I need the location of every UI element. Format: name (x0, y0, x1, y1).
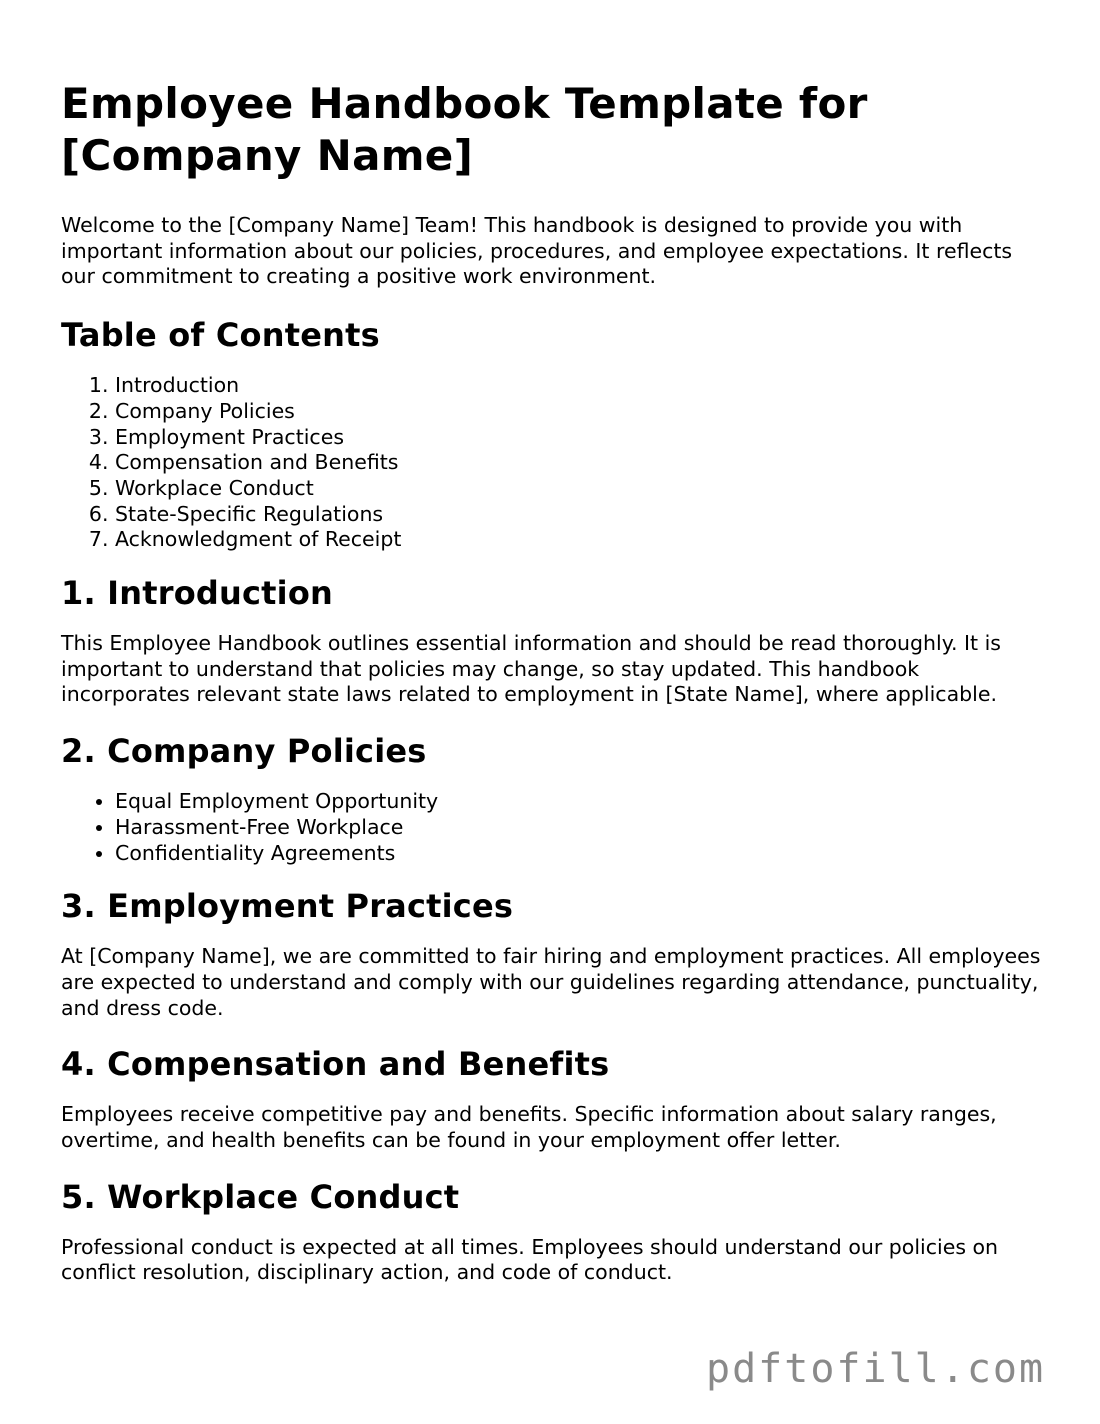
toc-item: 7. Acknowledgment of Receipt (115, 527, 1051, 553)
document-page (61, 78, 1051, 1309)
document-title: Employee Handbook Template for [Company Name] (61, 79, 868, 180)
compensation-heading: 4. Compensation and Benefits (61, 1045, 610, 1084)
toc-list (61, 373, 1051, 553)
workplace-conduct-heading: 5. Workplace Conduct (61, 1177, 460, 1216)
watermark-logo: pdftofill.com (706, 1346, 1046, 1392)
introduction-body: This Employee Handbook outlines essential information and should be read thoroughly. It is important to understand that policies may change, so stay updated. This handbook incorporates relevant state laws related to employment in [State Name], where applicable. (61, 631, 1001, 707)
toc-item: 1. Introduction (115, 373, 1051, 399)
toc-item: 4. Compensation and Benefits (115, 450, 1051, 476)
compensation-body: Employees receive competitive pay and benefits. Specific information about salary ranges, overtime, and health benefits can be found in your employment offer letter. (61, 1102, 997, 1153)
policy-item: • Harassment-Free Workplace (115, 815, 1051, 841)
policy-item: • Equal Employment Opportunity (115, 789, 1051, 815)
toc-item: 2. Company Policies (115, 399, 1051, 425)
introduction-heading: 1. Introduction (61, 574, 333, 613)
toc-item: 3. Employment Practices (115, 425, 1051, 451)
toc-heading: Table of Contents (61, 316, 380, 355)
toc-item: 6. State-Specific Regulations (115, 502, 1051, 528)
workplace-conduct-body: Professional conduct is expected at all times. Employees should understand our policies on conflict resolution, disciplinary action, and code of conduct. (61, 1234, 999, 1285)
employment-practices-heading: 3. Employment Practices (61, 887, 514, 926)
intro-paragraph: Welcome to the [Company Name] Team! This handbook is designed to provide you with important information about our policies, procedures, and employee expectations. It reflects our commitment to creating a positive work environment. (61, 213, 1013, 289)
company-policies-list (61, 789, 1051, 866)
company-policies-heading: 2. Company Policies (61, 732, 427, 771)
policy-item: • Confidentiality Agreements (115, 841, 1051, 867)
employment-practices-body: At [Company Name], we are committed to fair hiring and employment practices. All employees are expected to understand and comply with our guidelines regarding attendance, punctuality, and dress code. (61, 944, 1041, 1020)
toc-item: 5. Workplace Conduct (115, 476, 1051, 502)
